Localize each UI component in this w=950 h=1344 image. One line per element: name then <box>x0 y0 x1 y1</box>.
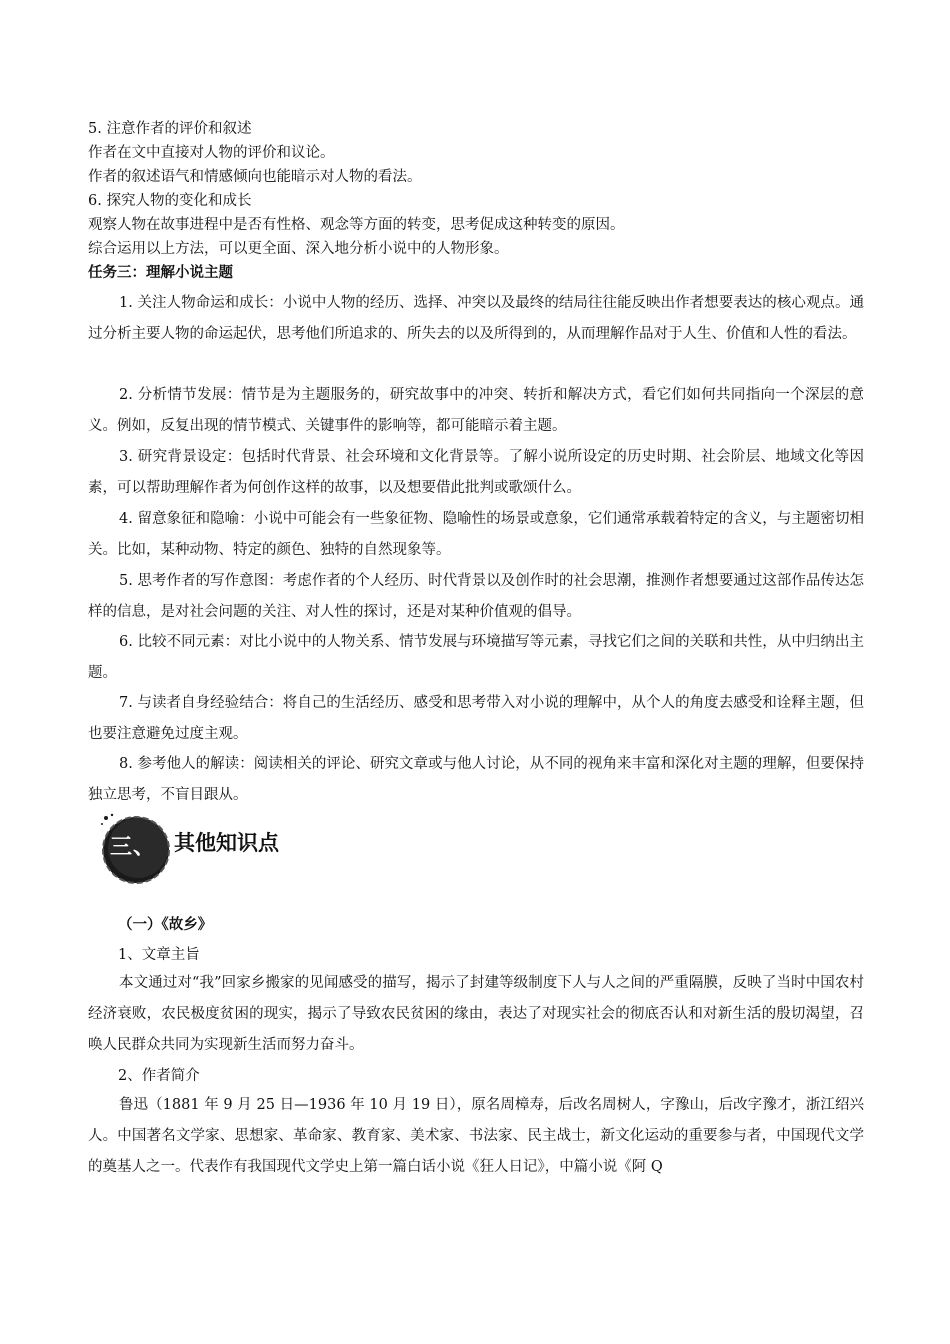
character-method-6-line: 观察人物在故事进程中是否有性格、观念等方面的转变，思考促成这种转变的原因。 <box>88 217 625 233</box>
character-method-5-line-2: 作者的叙述语气和情感倾向也能暗示对人物的看法。 <box>88 169 422 185</box>
character-method-6-heading: 6. 探究人物的变化和成长 <box>88 193 252 209</box>
task-three-item-4: 4. 留意象征和隐喻：小说中可能会有一些象征物、隐喻性的场景或意象，它们通常承载着特定的含义，与主题密切相关。比如，某种动物、特定的颜色、独特的自然现象等。 <box>88 511 864 558</box>
task-three-heading: 任务三：理解小说主题 <box>88 265 233 281</box>
task-three-item-3: 3. 研究背景设定：包括时代背景、社会环境和文化背景等。了解小说所设定的历史时期、社会阶层、地域文化等因素，可以帮助理解作者为何创作这样的故事，以及想要借此批判或歌颂什么。 <box>88 449 864 496</box>
task-three-item-5: 5. 思考作者的写作意图：考虑作者的个人经历、时代背景以及创作时的社会思潮，推测作者想要通过这部作品传达怎样的信息，是对社会问题的关注、对人性的探讨，还是对某种价值观的倡导。 <box>88 573 864 620</box>
section-three-badge <box>96 810 172 886</box>
section-three-title: 其他知识点 <box>174 831 279 855</box>
section-three-number: 三、 <box>110 835 157 860</box>
task-three-item-7: 7. 与读者自身经验结合：将自己的生活经历、感受和思考带入对小说的理解中，从个人的角度去感受和诠释主题，但也要注意避免过度主观。 <box>88 695 864 742</box>
character-method-5-line-1: 作者在文中直接对人物的评价和议论。 <box>88 145 335 161</box>
guxiang-author-text: 鲁迅（1881 年 9 月 25 日—1936 年 10 月 19 日），原名周樟寿，后改名周树人，字豫山，后改字豫才，浙江绍兴人。中国著名文学家、思想家、革命家、教育家、美术家、书法家、民主战士，新文化运动的重要参与者，中国现代文学的奠基人之一。代表作有我国现代文学史上第一篇白话小说《狂人日记》，中篇小说《阿 Q <box>88 1097 864 1175</box>
guxiang-theme-heading: 1、文章主旨 <box>118 947 200 963</box>
task-three-item-2: 2. 分析情节发展：情节是为主题服务的，研究故事中的冲突、转折和解决方式，看它们如何共同指向一个深层的意义。例如，反复出现的情节模式、关键事件的影响等，都可能暗示着主题。 <box>88 387 864 434</box>
task-three-item-8: 8. 参考他人的解读：阅读相关的评论、研究文章或与他人讨论，从不同的视角来丰富和深化对主题的理解，但要保持独立思考，不盲目跟从。 <box>88 756 864 803</box>
character-summary-line: 综合运用以上方法，可以更全面、深入地分析小说中的人物形象。 <box>88 241 509 257</box>
character-method-5-heading: 5. 注意作者的评价和叙述 <box>88 121 252 137</box>
task-three-item-1: 1. 关注人物命运和成长：小说中人物的经历、选择、冲突以及最终的结局往往能反映出作者想要表达的核心观点。通过分析主要人物的命运起伏，思考他们所追求的、所失去的以及所得到的，从而理解作品对于人生、价值和人性的看法。 <box>88 295 864 342</box>
guxiang-theme-text: 本文通过对“我”回家乡搬家的见闻感受的描写，揭示了封建等级制度下人与人之间的严重隔膜，反映了当时中国农村经济衰败，农民极度贫困的现实，揭示了导致农民贫困的缘由，表达了对现实社会的彻底否认和对新生活的殷切渴望，召唤人民群众共同为实现新生活而努力奋斗。 <box>88 975 864 1053</box>
guxiang-author-heading: 2、作者简介 <box>118 1068 200 1084</box>
task-three-item-6: 6. 比较不同元素：对比小说中的人物关系、情节发展与环境描写等元素，寻找它们之间的关联和共性，从中归纳出主题。 <box>88 634 864 681</box>
guxiang-heading: （一）《故乡》 <box>118 917 213 933</box>
